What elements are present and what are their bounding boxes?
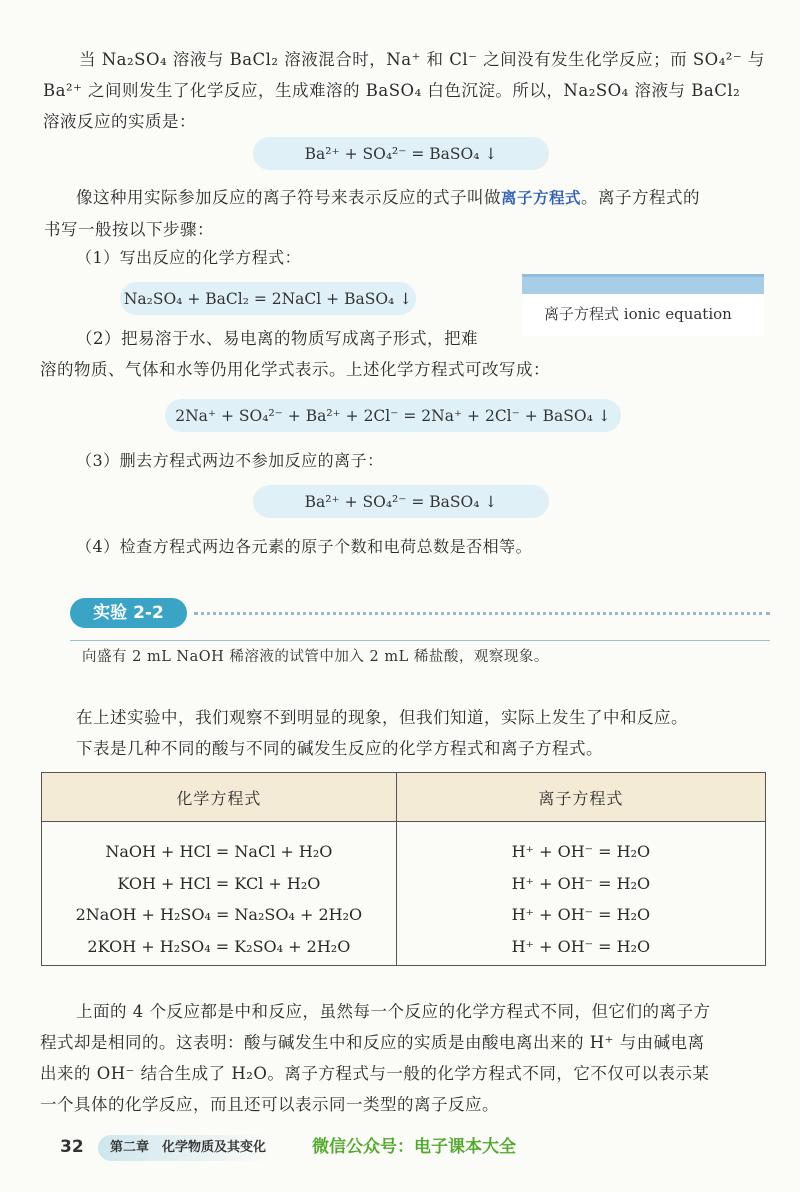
paragraph-2 [44,182,776,245]
table-cell: 2NaOH + H₂SO₄ = Na₂SO₄ + 2H₂O [75,905,363,924]
paragraph-3 [76,702,776,764]
table-cell: H⁺ + OH⁻ = H₂O [511,905,651,924]
glossary-term: 离子方程式 ionic equation [544,305,732,323]
experiment-divider [70,640,770,641]
step-2-line-1: （2）把易溶于水、易电离的物质写成离子形式，把难 [76,329,478,348]
table-header-row [42,773,766,822]
equation-ionic-full: 2Na⁺ + SO₄²⁻ + Ba²⁺ + 2Cl⁻ = 2Na⁺ + 2Cl⁻ + BaSO₄ ↓ [165,399,621,432]
paragraph-1-line-2: Ba²⁺ 之间则发生了化学反应，生成难溶的 BaSO₄ 白色沉淀。所以，Na₂SO₄ 溶液与 BaCl₂ [43,81,741,100]
paragraph-2-line-1: 像这种用实际参加反应的离子符号来表示反应的式子叫做离子方程式。离子方程式的 [76,188,701,207]
table-header-molecular: 化学方程式 [42,773,397,822]
paragraph-4-line-1: 上面的 4 个反应都是中和反应，虽然每一个反应的化学方程式不同，但它们的离子方 [76,1002,711,1021]
paragraph-1-line-1: 当 Na₂SO₄ 溶液与 BaCl₂ 溶液混合时，Na⁺ 和 Cl⁻ 之间没有发生化学反应；而 SO₄²⁻ 与 [79,50,765,69]
paragraph-4-line-3: 出来的 OH⁻ 结合生成了 H₂O。离子方程式与一般的化学方程式不同，它不仅可以表示某 [40,1064,710,1083]
paragraph-4 [40,996,776,1120]
step-1: （1）写出反应的化学方程式： [76,248,302,267]
paragraph-4-line-4: 一个具体的化学反应，而且还可以表示同一类型的离子反应。 [40,1095,499,1114]
molecular-equations-cell [42,822,397,966]
equation-net-ionic-1: Ba²⁺ + SO₄²⁻ = BaSO₄ ↓ [253,137,549,170]
paragraph-3-line-2: 下表是几种不同的酸与不同的碱发生反应的化学方程式和离子方程式。 [76,739,603,758]
watermark-text: 微信公众号：电子课本大全 [312,1137,516,1157]
ionic-equations-cell [396,822,765,966]
paragraph-3-line-1: 在上述实验中，我们观察不到明显的现象，但我们知道，实际上发生了中和反应。 [76,708,688,727]
equations-table [41,772,766,966]
step-2 [40,323,776,385]
glossary-box-header [522,274,764,294]
equation-net-ionic-2: Ba²⁺ + SO₄²⁻ = BaSO₄ ↓ [253,485,549,518]
table-cell: H⁺ + OH⁻ = H₂O [511,842,651,861]
paragraph-4-line-2: 程式却是相同的。这表明：酸与碱发生中和反应的实质是由酸电离出来的 H⁺ 与由碱电离 [40,1033,705,1052]
page-number: 32 [60,1137,84,1157]
table-cell: 2KOH + H₂SO₄ = K₂SO₄ + 2H₂O [87,936,351,956]
step-4: （4）检查方程式两边各元素的原子个数和电荷总数是否相等。 [76,537,533,556]
experiment-text: 向盛有 2 mL NaOH 稀溶液的试管中加入 2 mL 稀盐酸，观察现象。 [82,649,549,665]
table-cell: NaOH + HCl = NaCl + H₂O [105,842,333,861]
table-row [42,822,766,966]
paragraph-2-line-2: 书写一般按以下步骤： [44,220,214,239]
paragraph-1-line-3: 溶液反应的实质是： [43,112,196,131]
table-cell: H⁺ + OH⁻ = H₂O [511,936,651,956]
step-3: （3）删去方程式两边不参加反应的离子： [76,451,384,470]
experiment-tag: 实验 2-2 [70,598,187,628]
table-header-ionic: 离子方程式 [396,773,765,822]
paragraph-1 [43,44,775,137]
table-cell: H⁺ + OH⁻ = H₂O [511,873,651,893]
table-cell: KOH + HCl = KCl + H₂O [117,873,321,893]
chapter-title: 第二章 化学物质及其变化 [98,1135,272,1161]
step-2-line-2: 溶的物质、气体和水等仍用化学式表示。上述化学方程式可改写成： [40,360,550,379]
experiment-header [70,598,770,628]
term-ionic-equation: 离子方程式 [501,189,582,207]
equation-molecular: Na₂SO₄ + BaCl₂ = 2NaCl + BaSO₄ ↓ [120,282,416,315]
dotted-divider [194,612,770,615]
